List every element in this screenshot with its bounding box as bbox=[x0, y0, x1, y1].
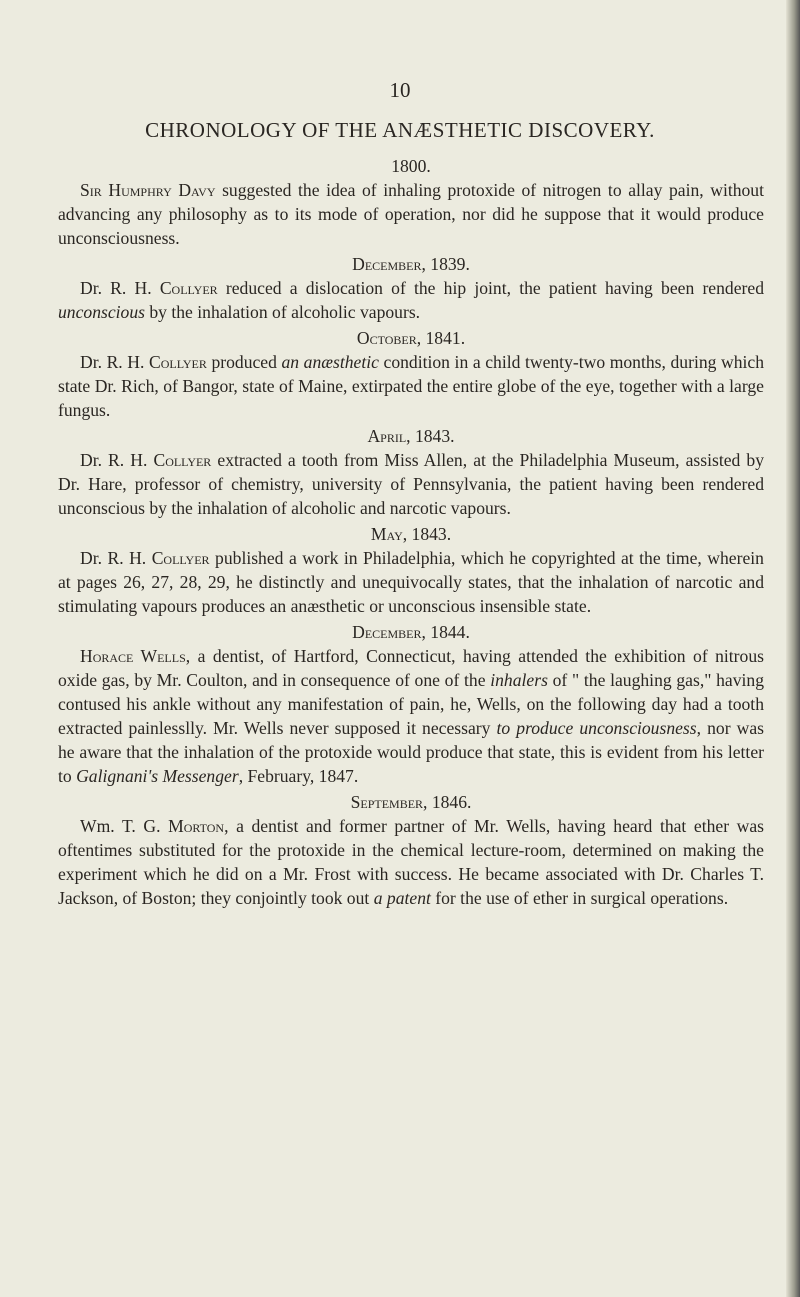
entry-date: April, 1843. bbox=[367, 426, 455, 446]
entry-date: December, 1844. bbox=[352, 622, 470, 642]
entry-name-prefix: Dr. R. H. bbox=[80, 548, 152, 568]
entry-name: Collyer bbox=[151, 548, 210, 568]
entry-text: for the use of ether in surgical operations. bbox=[430, 888, 729, 908]
entry-text: produced bbox=[206, 352, 282, 372]
entry-paragraph bbox=[58, 546, 764, 618]
entry-date: May, 1843. bbox=[370, 524, 452, 544]
entry-text: suggested the idea of inhaling protoxide of nitrogen to allay pain, without advancing any philosophy as to its mode of operation, nor did he suppose that it would produce unconsciousness. bbox=[58, 180, 764, 248]
chronology-entries bbox=[58, 152, 764, 910]
entry-italic: a patent bbox=[373, 888, 431, 908]
entry-name: Morton bbox=[168, 816, 225, 836]
entry-italic: inhalers bbox=[490, 670, 548, 690]
page-number: 10 bbox=[389, 78, 411, 102]
entry-date: October, 1841. bbox=[356, 328, 466, 348]
entry-text: extracted a tooth from Miss Allen, at the Philadelphia Museum, assisted by Dr. Hare, professor of chemistry, university of Pennsylvania, the patient having been rendered unconscious by the inhalation of alcoholic and narcotic vapours. bbox=[58, 450, 764, 518]
entry-name: Collyer bbox=[148, 352, 207, 372]
entry-paragraph bbox=[58, 350, 764, 422]
entry-italic: to produce unconsciousness bbox=[496, 718, 697, 738]
entry-text: , a dentist, of Hartford, Connecticut, having attended the exhibition of nitrous oxide gas, by Mr. Coulton, and in consequence of one of the bbox=[58, 646, 764, 690]
entry-text: , a dentist and former partner of Mr. Wells, having heard that ether was oftentimes substituted for the protoxide in the chemical lecture-room, determined on making the experiment which he did on a Mr. Frost with success. He became associated with Dr. Charles T. Jackson, of Boston; they conjointly took out bbox=[58, 816, 765, 908]
entry-paragraph bbox=[58, 448, 764, 520]
entry-paragraph bbox=[58, 814, 764, 910]
entry-paragraph bbox=[58, 178, 764, 250]
entry-paragraph bbox=[58, 276, 764, 324]
entry-paragraph bbox=[58, 644, 764, 788]
entry-name-prefix: Dr. R. H. bbox=[80, 278, 160, 298]
entry-name: Sir Humphry Davy bbox=[80, 180, 216, 200]
entry-text: condition in a child twenty-two months, during which state Dr. Rich, of Bangor, state of Maine, extirpated the entire globe of the eye, together with a large fungus. bbox=[58, 352, 765, 420]
page-title: CHRONOLOGY OF THE ANÆSTHETIC DISCOVERY. bbox=[145, 118, 655, 142]
entry-date: September, 1846. bbox=[350, 792, 472, 812]
entry-name-prefix: Dr. R. H. bbox=[80, 352, 149, 372]
entry-italic: an anæsthetic bbox=[281, 352, 379, 372]
entry-italic: unconscious bbox=[58, 302, 145, 322]
entry-name-prefix: Dr. R. H. bbox=[80, 450, 154, 470]
entry-name-prefix: Wm. T. G. bbox=[80, 816, 169, 836]
entry-text: published a work in Philadelphia, which he copyrighted at the time, wherein at pages 26, 27, 28, 29, he distinctly and unequivocally states, that the inhalation of narcotic and stimulating vapours produces an anæsthetic or unconscious insensible state. bbox=[58, 548, 764, 616]
entry-text: , February, 1847. bbox=[238, 766, 359, 786]
entry-date: December, 1839. bbox=[352, 254, 470, 274]
entry-name: Collyer bbox=[159, 278, 218, 298]
entry-text: of " the laughing gas," having contused his ankle without any manifestation of pain, he, Wells, on the following day had a tooth extracted painlesslly. Mr. Wells never supposed it necessary bbox=[58, 670, 764, 738]
entry-name: Horace Wells bbox=[80, 646, 186, 666]
entry-text: , nor was he aware that the inhalation of the protoxide would produce that state, this is evident from his letter to bbox=[58, 718, 764, 786]
entry-italic: Galignani's Messenger bbox=[76, 766, 239, 786]
entry-text: reduced a dislocation of the hip joint, the patient having been rendered bbox=[217, 278, 764, 298]
entry-name: Collyer bbox=[153, 450, 212, 470]
page-edge bbox=[786, 0, 800, 1297]
entry-date: 1800. bbox=[391, 156, 431, 176]
entry-text: by the inhalation of alcoholic vapours. bbox=[144, 302, 421, 322]
